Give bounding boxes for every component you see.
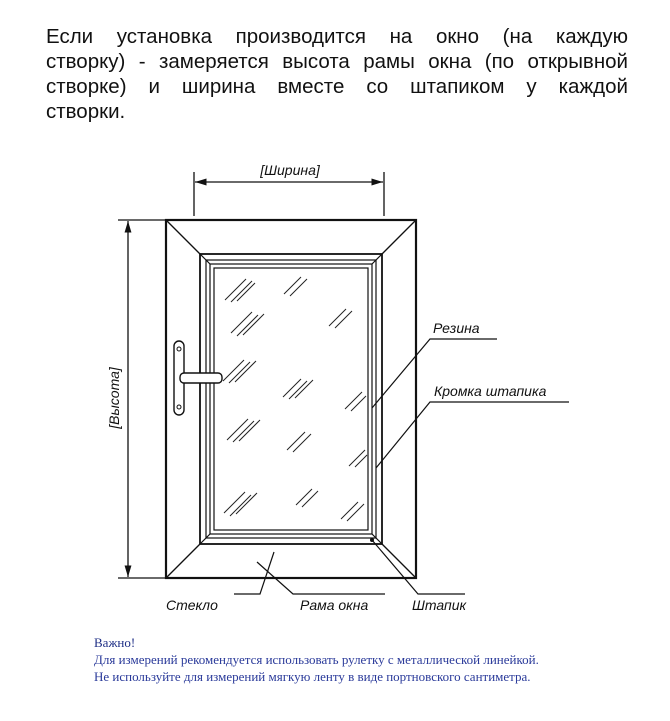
width-label: [Ширина]: [260, 162, 320, 178]
rubber-pointer-dot: [370, 538, 374, 542]
intro-line-4: створки.: [46, 100, 126, 123]
glass-pane: [214, 268, 368, 530]
note-line-2: Не используйте для измерений мягкую ленту в виде портновского сантиметра.: [94, 669, 531, 684]
height-dimension: [118, 220, 166, 578]
intro-line-2: створку) - замеряется высота рамы окна (по открывной: [46, 50, 628, 73]
label-bead-edge: Кромка штапика: [434, 383, 547, 399]
label-frame: Рама окна: [300, 597, 369, 613]
window-frame: [166, 220, 416, 578]
intro-line-3: створке) и ширина вместе со штапиком у каждой: [46, 75, 628, 98]
leader-lines: [234, 339, 569, 594]
height-label: [Высота]: [106, 367, 122, 429]
important-note: [94, 634, 654, 685]
intro-line-1: Если установка производится на окно (на каждую: [46, 25, 628, 48]
width-dimension: [194, 172, 384, 216]
label-glass: Стекло: [166, 597, 218, 613]
label-bead: Штапик: [412, 597, 467, 613]
label-rubber: Резина: [433, 320, 480, 336]
handle-icon: [174, 341, 222, 415]
note-line-1: Для измерений рекомендуется использовать рулетку с металлической линейкой.: [94, 652, 539, 667]
glass-reflections: [223, 277, 367, 521]
note-title: Важно!: [94, 635, 136, 650]
